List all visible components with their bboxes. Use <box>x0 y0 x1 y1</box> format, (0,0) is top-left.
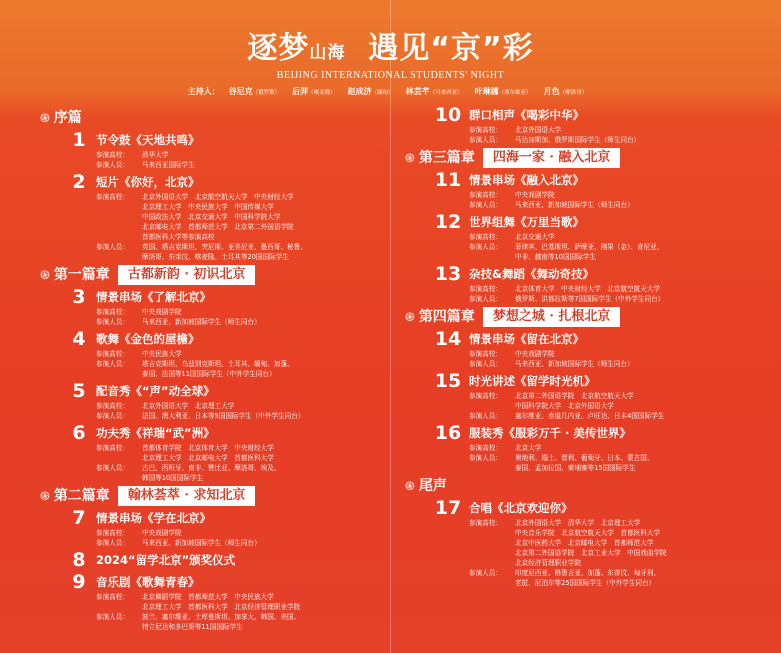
program-item <box>433 170 775 210</box>
performers-line: 泰国、孟加拉国、柬埔寨等15国国际学生 <box>515 464 636 472</box>
item-title: 音乐剧《歌舞青春》 <box>96 575 200 589</box>
section-header <box>40 485 385 507</box>
item-number: 15 <box>434 370 462 392</box>
program-item <box>68 329 385 379</box>
item-number: 2 <box>72 171 86 193</box>
participating-schools-lines <box>515 125 561 135</box>
participating-schools-line: 北京舞蹈学院 首都师范大学 中央民族大学 <box>142 593 274 601</box>
host-country: （喀麦隆） <box>308 90 336 96</box>
section-label: 第一篇章 <box>53 267 110 283</box>
performers <box>96 538 385 548</box>
participating-schools-line: 中央音乐学院 北京航空航天大学 首都医科大学 <box>515 529 661 537</box>
performers-line: 特立尼达和多巴哥等11国国际学生 <box>142 623 243 631</box>
participating-schools-line: 中国科学院大学 北京外国语大学 <box>515 402 614 410</box>
item-number: 11 <box>434 169 462 191</box>
performers-lines <box>515 242 663 262</box>
item-heading <box>433 264 775 284</box>
performers-line: 老挝、尼泊尔等25国国际学生（中外学生同台） <box>515 579 656 587</box>
performers-lines <box>515 359 634 369</box>
host-name: 赵成济 <box>347 87 372 96</box>
participating-schools-line: 北京交通大学 <box>515 233 555 241</box>
participating-schools-lines <box>142 150 168 160</box>
participating-schools <box>96 401 385 411</box>
performers-lines <box>142 411 304 421</box>
performers-line: 马来西亚国际学生 <box>142 161 195 169</box>
item-number: 6 <box>72 422 86 444</box>
participating-schools-lines <box>515 190 555 200</box>
item-number: 14 <box>434 328 462 350</box>
item-title: 节令鼓《天地共鸣》 <box>96 133 200 147</box>
participating-schools-label: 参演高校： <box>469 191 502 199</box>
item-heading <box>68 381 385 401</box>
item-number: 8 <box>72 549 86 571</box>
host-name: 后羿 <box>292 87 309 96</box>
participating-schools-line: 北京外国语大学 北京航空航天大学 中央财经大学 <box>142 193 294 201</box>
item-title: 功夫秀《祥瑞“武”洲》 <box>96 426 215 440</box>
performers-line: 古巴、西班牙、南非、赞比亚、摩洛哥、埃及、 <box>142 464 281 472</box>
item-heading <box>68 287 385 307</box>
performers-line: 印度尼西亚、格鲁吉亚、加蓬、东帝汶、匈牙利、 <box>515 569 661 577</box>
performers-line: 菲律宾、巴基斯坦、萨摩亚、刚果（金）、肯尼亚、 <box>515 243 664 251</box>
item-title: 情景串场《融入北京》 <box>469 173 584 187</box>
participating-schools <box>469 443 775 453</box>
item-heading <box>68 423 385 443</box>
item-title: 2024“留学北京”颁奖仪式 <box>96 553 236 567</box>
performers <box>96 160 385 170</box>
participating-schools-line: 北京第二外国语学院 北京航空航天大学 <box>515 392 634 400</box>
section-header <box>405 306 775 328</box>
participating-schools-line: 首都体育学院 北京体育大学 中央财经大学 <box>142 444 274 452</box>
item-title: 歌舞《金色的屋檐》 <box>96 332 200 346</box>
item-title: 时光讲述《留学时光机》 <box>469 374 596 388</box>
performers-label: 参演人员： <box>96 161 129 169</box>
participating-schools-line: 北京邮电大学 首都师范大学 北京第二外国语学院 <box>142 223 294 231</box>
swirl-icon: ֍ <box>40 268 50 282</box>
participating-schools <box>96 349 385 359</box>
section-header <box>405 475 775 497</box>
participating-schools-label: 参演高校： <box>469 285 502 293</box>
participating-schools-label: 参演高校： <box>96 350 129 358</box>
participating-schools-label: 参演高校： <box>96 193 129 201</box>
participating-schools <box>96 192 385 242</box>
host-name: 叶琳娜 <box>474 87 499 96</box>
program-subtitle: BEIJING INTERNATIONAL STUDENTS' NIGHT <box>276 70 505 81</box>
performers-lines <box>515 411 664 421</box>
performers-line: 马来西亚、新加坡国际学生（师生同台） <box>142 539 261 547</box>
participating-schools-lines <box>142 307 182 317</box>
item-heading <box>68 572 385 592</box>
host <box>292 87 336 96</box>
participating-schools <box>96 307 385 317</box>
section-header <box>405 147 775 169</box>
host <box>544 87 588 96</box>
performers-lines <box>142 359 294 379</box>
performers-lines <box>515 568 660 588</box>
performers-lines <box>515 453 653 473</box>
item-number: 7 <box>72 507 86 529</box>
performers-label: 参演人员： <box>96 539 129 547</box>
performers-line: 塞尔维亚、赤道几内亚、卢旺达、日本4国国际学生 <box>515 412 665 420</box>
performers-lines <box>142 612 300 632</box>
swirl-icon: ֍ <box>40 489 50 503</box>
performers-label: 参演人员： <box>96 412 129 420</box>
section-label: 序篇 <box>53 110 82 126</box>
section-label: 第四篇章 <box>418 309 475 325</box>
host-country: （马来西亚） <box>429 90 463 96</box>
performers-label: 参演人员： <box>469 201 502 209</box>
item-number: 5 <box>72 380 86 402</box>
section-header <box>40 107 385 129</box>
performers <box>96 359 385 379</box>
performers-line: 韩国等10国国际学生 <box>142 474 204 482</box>
performers-label: 参演人员： <box>96 464 129 472</box>
item-heading <box>433 371 775 391</box>
participating-schools-label: 参演高校： <box>469 126 502 134</box>
performers <box>469 135 775 145</box>
performers-label: 参演人员： <box>469 454 502 462</box>
program-header <box>0 0 781 100</box>
participating-schools-line: 清华大学 <box>142 151 169 159</box>
participating-schools-lines <box>142 592 300 612</box>
program-title <box>0 32 781 66</box>
performers <box>96 612 385 632</box>
performers-line: 马达加斯加、俄罗斯国际学生（师生同台） <box>515 136 641 144</box>
performers-lines <box>142 160 195 170</box>
host <box>348 87 394 96</box>
program-column-right <box>405 105 775 590</box>
performers-lines <box>515 294 664 304</box>
item-heading <box>68 508 385 528</box>
participating-schools-line: 中央戏剧学院 <box>142 308 182 316</box>
program-item <box>68 130 385 170</box>
participating-schools-line: 北京理工大学 中央民族大学 中国传媒大学 <box>142 203 274 211</box>
host-country: （摩洛哥） <box>559 90 588 96</box>
chapter-subtitle-box: 翰林荟萃 · 求知北京 <box>118 486 256 506</box>
performers <box>469 568 775 588</box>
participating-schools-label: 参演高校： <box>469 444 502 452</box>
participating-schools-line: 中央戏剧学院 <box>515 191 555 199</box>
program-item <box>433 371 775 421</box>
performers-label: 参演人员： <box>96 360 129 368</box>
item-number: 12 <box>434 211 462 233</box>
program-item <box>433 423 775 473</box>
swirl-icon: ֍ <box>40 111 50 125</box>
performers-label: 参演人员： <box>96 613 129 621</box>
performers-line: 法国、澳大利亚、日本等5国国际学生（中外学生同台） <box>142 412 305 420</box>
host-name: 月色 <box>543 87 560 96</box>
performers-label: 参演人员： <box>469 295 502 303</box>
program-item <box>68 423 385 483</box>
item-title: 配音秀《“声”动全球》 <box>96 384 215 398</box>
program-item <box>68 508 385 548</box>
participating-schools-label: 参演高校： <box>469 519 502 527</box>
participating-schools-line: 中国政法大学 北京交通大学 中国科学院大学 <box>142 213 281 221</box>
performers-label: 参演人员： <box>469 136 502 144</box>
participating-schools <box>469 391 775 411</box>
participating-schools <box>469 349 775 359</box>
participating-schools-line: 北京理工大学 北京邮电大学 首都医科大学 <box>142 454 274 462</box>
host <box>406 87 463 96</box>
participating-schools-lines <box>142 192 294 242</box>
participating-schools-lines <box>142 349 182 359</box>
item-number: 10 <box>434 104 462 126</box>
performers-line: 马来西亚、新加坡国际学生（师生同台） <box>515 360 634 368</box>
participating-schools-label: 参演高校： <box>469 392 502 400</box>
participating-schools <box>96 528 385 538</box>
host-name: 林芸芊 <box>405 87 430 96</box>
participating-schools-line: 北京经济管理职业学院 <box>515 559 581 567</box>
host-country: （俄罗斯） <box>252 90 281 96</box>
item-number: 16 <box>434 422 462 444</box>
item-heading <box>433 423 775 443</box>
title-part: 山海 <box>309 43 346 63</box>
participating-schools <box>96 592 385 612</box>
participating-schools-label: 参演高校： <box>96 402 129 410</box>
participating-schools-label: 参演高校： <box>96 308 129 316</box>
performers-line: 泰国、法国等11国国际学生（中外学生同台） <box>142 370 276 378</box>
performers-lines <box>142 242 307 262</box>
participating-schools <box>469 518 775 568</box>
participating-schools-lines <box>515 349 555 359</box>
performers <box>469 200 775 210</box>
participating-schools-line: 北京第二外国语学院 北京工业大学 中国戏曲学院 <box>515 549 667 557</box>
item-heading <box>68 550 385 570</box>
item-heading <box>433 170 775 190</box>
item-title: 服装秀《服彩万千 · 美传世界》 <box>469 426 631 440</box>
performers-label: 参演人员： <box>96 243 129 251</box>
item-number: 4 <box>72 328 86 350</box>
item-title: 合唱《北京欢迎你》 <box>469 501 573 515</box>
item-number: 13 <box>434 263 462 285</box>
participating-schools <box>469 284 775 294</box>
host <box>475 87 532 96</box>
performers <box>96 463 385 483</box>
participating-schools-label: 参演高校： <box>96 444 129 452</box>
performers <box>469 411 775 421</box>
participating-schools-line: 北京外国语大学 北京理工大学 <box>142 402 235 410</box>
performers-label: 参演人员： <box>469 243 502 251</box>
performers <box>96 242 385 262</box>
item-heading <box>433 329 775 349</box>
program-item <box>68 550 385 570</box>
participating-schools-lines <box>142 401 234 411</box>
participating-schools-line: 北京中医药大学 北京邮电大学 首都师范大学 <box>515 539 654 547</box>
participating-schools-line: 中央民族大学 <box>142 350 182 358</box>
hosts-label: 主持人： <box>187 87 220 96</box>
program-item <box>433 498 775 588</box>
host-name: 谷尼克 <box>228 87 253 96</box>
participating-schools-label: 参演高校： <box>96 529 129 537</box>
participating-schools-lines <box>515 232 555 242</box>
performers <box>469 242 775 262</box>
performers-line: 奥地利、瑞士、智利、葡萄牙、日本、蒙古国、 <box>515 454 654 462</box>
program-item <box>433 264 775 304</box>
performers-label: 参演人员： <box>469 360 502 368</box>
participating-schools-line: 中央戏剧学院 <box>142 529 182 537</box>
participating-schools-label: 参演高校： <box>96 151 129 159</box>
participating-schools <box>469 232 775 242</box>
item-title: 情景串场《学在北京》 <box>96 511 211 525</box>
performers-line: 塔吉克斯坦、乌兹别克斯坦、土耳其、缅甸、加蓬、 <box>142 360 294 368</box>
performers <box>469 359 775 369</box>
item-title: 情景串场《了解北京》 <box>96 290 211 304</box>
participating-schools-line: 北京大学 <box>515 444 542 452</box>
host-country: （缅甸） <box>371 90 394 96</box>
program-item <box>68 381 385 421</box>
performers-lines <box>142 463 280 483</box>
item-title: 世界组舞《万里当歌》 <box>469 215 584 229</box>
program-item <box>68 172 385 262</box>
program-item <box>433 105 775 145</box>
item-heading <box>68 172 385 192</box>
participating-schools-label: 参演高校： <box>469 350 502 358</box>
performers-label: 参演人员： <box>469 569 502 577</box>
chapter-subtitle-box: 梦想之城 · 扎根北京 <box>483 307 621 327</box>
performers-line: 俄罗斯、洪都拉斯等7国国际学生（中外学生同台） <box>515 295 665 303</box>
performers-line: 马来西亚、新加坡国际学生（师生同台） <box>142 318 261 326</box>
participating-schools-lines <box>142 528 182 538</box>
item-heading <box>68 130 385 150</box>
participating-schools-line: 中央戏剧学院 <box>515 350 555 358</box>
host-country: （塞尔维亚） <box>498 90 532 96</box>
participating-schools <box>96 150 385 160</box>
program-column-left <box>40 105 385 634</box>
performers <box>96 411 385 421</box>
program-item <box>433 212 775 262</box>
swirl-icon: ֍ <box>405 151 415 165</box>
participating-schools <box>469 125 775 135</box>
participating-schools-lines <box>515 518 667 568</box>
performers-lines <box>142 317 261 327</box>
item-number: 3 <box>72 286 86 308</box>
item-heading <box>433 212 775 232</box>
participating-schools-lines <box>515 284 660 294</box>
performers <box>469 294 775 304</box>
item-heading <box>433 498 775 518</box>
participating-schools-label: 参演高校： <box>96 593 129 601</box>
performers-line: 波兰、塞尔维亚、土库曼斯坦、加拿大、韩国、美国、 <box>142 613 301 621</box>
performers <box>96 317 385 327</box>
item-heading <box>68 329 385 349</box>
item-number: 9 <box>72 571 86 593</box>
swirl-icon: ֍ <box>405 310 415 324</box>
item-title: 群口相声《喝彩中华》 <box>469 108 584 122</box>
chapter-subtitle-box: 古都新韵 · 初识北京 <box>118 265 256 285</box>
chapter-subtitle-box: 四海一家 · 融入北京 <box>483 148 621 168</box>
performers-line: 英国、塔吉克斯坦、突尼斯、亚美尼亚、墨西哥、秘鲁、 <box>142 243 307 251</box>
item-heading <box>433 105 775 125</box>
host <box>229 87 281 96</box>
participating-schools-label: 参演高校： <box>469 233 502 241</box>
participating-schools <box>469 190 775 200</box>
hosts-line <box>0 86 781 98</box>
section-header <box>40 264 385 286</box>
item-number: 17 <box>434 497 462 519</box>
participating-schools-line: 北京理工大学 首都医科大学 北京经济管理职业学院 <box>142 603 301 611</box>
participating-schools-lines <box>142 443 274 463</box>
performers-lines <box>515 135 640 145</box>
participating-schools-line: 北京外国语大学 <box>515 126 562 134</box>
section-label: 第二篇章 <box>53 488 110 504</box>
participating-schools-line: 北京体育大学 中央财经大学 北京航空航天大学 <box>515 285 661 293</box>
performers-line: 马来西亚、新加坡国际学生（师生同台） <box>515 201 634 209</box>
title-part: 逐梦 <box>247 31 310 66</box>
program-item <box>433 329 775 369</box>
performers-line: 摩洛哥、东帝汶、喀麦隆、土耳其等20国国际学生 <box>142 253 289 261</box>
participating-schools-line: 首都医科大学等参演高校 <box>142 233 215 241</box>
performers-label: 参演人员： <box>96 318 129 326</box>
participating-schools-line: 北京外国语大学 清华大学 北京理工大学 <box>515 519 641 527</box>
participating-schools-lines <box>515 443 541 453</box>
program-item <box>68 572 385 632</box>
performers-line: 中非、越南等10国国际学生 <box>515 253 596 261</box>
participating-schools <box>96 443 385 463</box>
section-label: 第三篇章 <box>418 150 475 166</box>
title-part: 遇见“京”彩 <box>368 31 534 66</box>
item-title: 情景串场《留在北京》 <box>469 332 584 346</box>
item-number: 1 <box>72 129 86 151</box>
participating-schools-lines <box>515 391 634 411</box>
program-item <box>68 287 385 327</box>
performers-lines <box>142 538 261 548</box>
performers-lines <box>515 200 634 210</box>
item-title: 杂技&舞蹈《舞动奇技》 <box>469 267 595 281</box>
swirl-icon: ֍ <box>405 479 415 493</box>
performers-label: 参演人员： <box>469 412 502 420</box>
item-title: 短片《你好，北京》 <box>96 175 200 189</box>
performers <box>469 453 775 473</box>
section-label: 尾声 <box>418 478 447 494</box>
